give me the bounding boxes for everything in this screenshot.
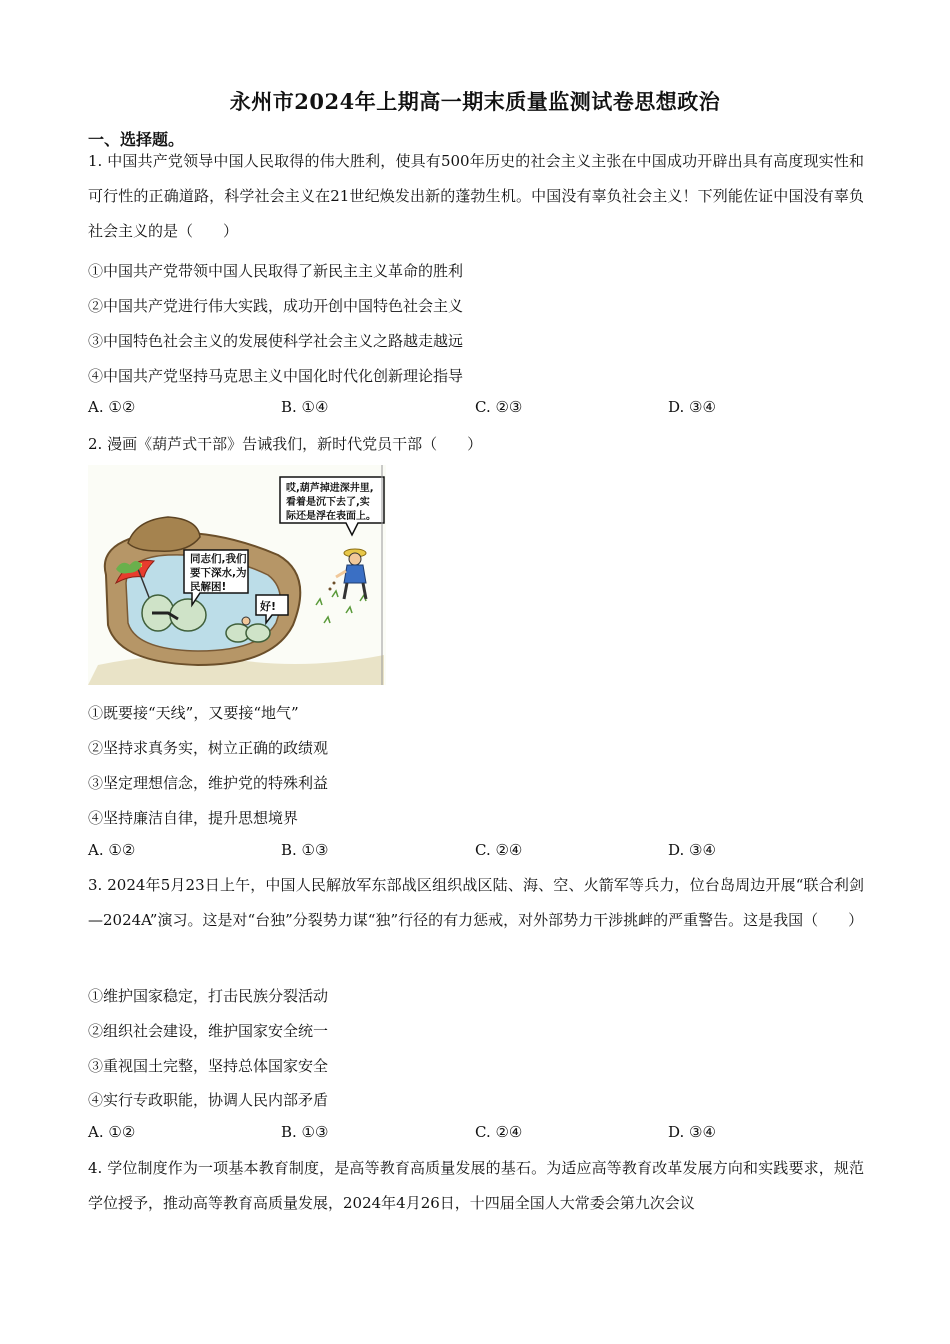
question-2-option-d[interactable]: D. ③④: [668, 841, 716, 859]
question-3-item-2: ②组织社会建设，维护国家安全统一: [88, 1022, 329, 1040]
question-3-option-c[interactable]: C. ②④: [475, 1123, 523, 1141]
question-2-item-3: ③坚定理想信念，维护党的特殊利益: [88, 774, 329, 792]
question-1-item-4: ④中国共产党坚持马克思主义中国化时代化创新理论指导: [88, 367, 464, 385]
question-2-item-1: ①既要接“天线”，又要接“地气”: [88, 704, 299, 722]
question-3-item-3: ③重视国土完整，坚持总体国家安全: [88, 1057, 329, 1075]
question-1-item-1: ①中国共产党带领中国人民取得了新民主主义革命的胜利: [88, 262, 464, 280]
question-3-option-a[interactable]: A. ①②: [88, 1123, 136, 1141]
cartoon-image: [88, 465, 386, 685]
question-2-item-2: ②坚持求真务实，树立正确的政绩观: [88, 739, 329, 757]
question-3-item-1: ①维护国家稳定，打击民族分裂活动: [88, 987, 329, 1005]
cartoon-bubble-right-line-1: 哎,葫芦掉进深井里,: [286, 483, 374, 494]
cartoon-bubble-right-line-3: 际还是浮在表面上。: [286, 511, 376, 522]
question-1-option-b[interactable]: B. ①④: [281, 398, 329, 416]
question-2-stem: 2. 漫画《葫芦式干部》告诫我们，新时代党员干部（ ）: [88, 435, 483, 453]
question-1-option-a[interactable]: A. ①②: [88, 398, 136, 416]
question-2-item-4: ④坚持廉洁自律，提升思想境界: [88, 809, 299, 827]
section-heading: 一、选择题。: [88, 130, 185, 149]
cartoon-bubble-right-line-2: 看着是沉下去了,实: [286, 497, 370, 508]
question-1-option-d[interactable]: D. ③④: [668, 398, 716, 416]
cartoon-bubble-left-line-2: 要下深水,为: [190, 567, 247, 579]
question-1-item-3: ③中国特色社会主义的发展使科学社会主义之路越走越远: [88, 332, 464, 350]
exam-title: 永州市2024年上期高一期末质量监测试卷思想政治: [229, 89, 721, 114]
question-2-option-c[interactable]: C. ②④: [475, 841, 523, 859]
question-2-option-b[interactable]: B. ①③: [281, 841, 329, 859]
question-3-item-4: ④实行专政职能，协调人民内部矛盾: [88, 1091, 329, 1109]
question-3-stem: 3. 2024年5月23日上午，中国人民解放军东部战区组织战区陆、海、空、火箭军等兵力，位台岛周边开展“联合利剑—2024A”演习。这是对“台独”分裂势力谋“独”行径的有力惩戒，对外部势力干涉挑衅的严重警告。这是我国（ ）: [88, 876, 864, 929]
question-4-stem: 4. 学位制度作为一项基本教育制度，是高等教育高质量发展的基石。为适应高等教育改革发展方向和实践要求，规范学位授予，推动高等教育高质量发展，2024年4月26日，十四届全国人大常委会第九次会议: [88, 1159, 864, 1212]
question-1-option-c[interactable]: C. ②③: [475, 398, 523, 416]
question-3-option-d[interactable]: D. ③④: [668, 1123, 716, 1141]
question-3-option-b[interactable]: B. ①③: [281, 1123, 329, 1141]
question-2-option-a[interactable]: A. ①②: [88, 841, 136, 859]
question-1-stem: 1. 中国共产党领导中国人民取得的伟大胜利，使具有500年历史的社会主义主张在中国成功开辟出具有高度现实性和可行性的正确道路，科学社会主义在21世纪焕发出新的蓬勃生机。中国没有辜负社会主义！下列能佐证中国没有辜负社会主义的是（ ）: [88, 152, 864, 240]
cartoon-bubble-left-line-1: 同志们,我们: [190, 553, 247, 565]
question-1-item-2: ②中国共产党进行伟大实践，成功开创中国特色社会主义: [88, 297, 464, 315]
cartoon-bubble-left-line-3: 民解困!: [190, 581, 227, 593]
cartoon-bubble-small: 好!: [260, 600, 277, 613]
